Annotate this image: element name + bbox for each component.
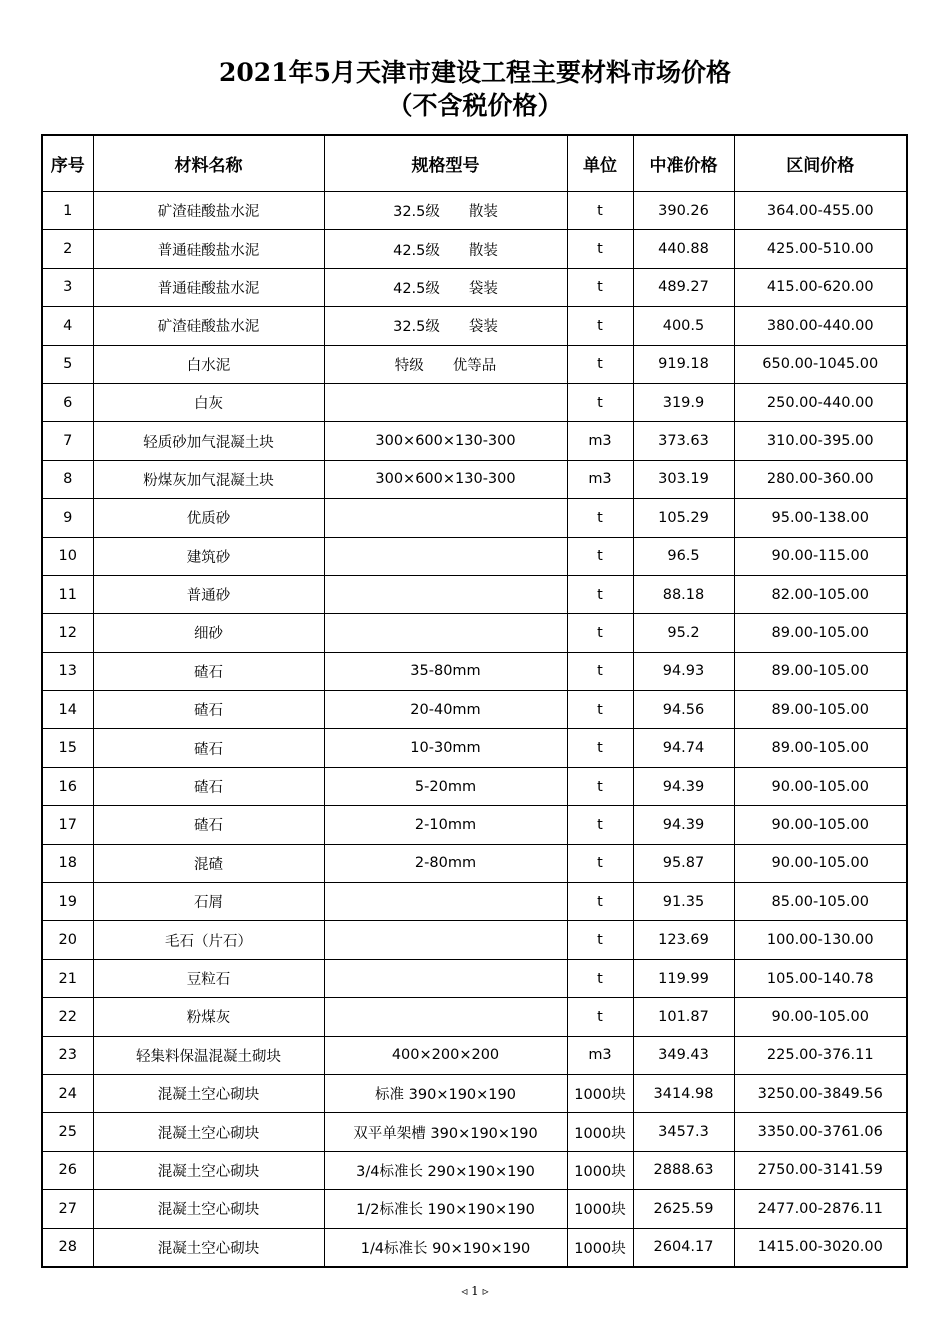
cell-no: 19 bbox=[42, 883, 93, 921]
cell-range: 280.00-360.00 bbox=[734, 460, 907, 498]
cell-no: 22 bbox=[42, 998, 93, 1036]
cell-range: 85.00-105.00 bbox=[734, 883, 907, 921]
cell-name: 粉煤灰 bbox=[93, 998, 324, 1036]
cell-unit: t bbox=[567, 383, 633, 421]
cell-range: 105.00-140.78 bbox=[734, 959, 907, 997]
cell-price: 88.18 bbox=[633, 575, 734, 613]
cell-price: 489.27 bbox=[633, 268, 734, 306]
cell-no: 28 bbox=[42, 1228, 93, 1267]
cell-unit: t bbox=[567, 192, 633, 230]
cell-unit: t bbox=[567, 921, 633, 959]
cell-price: 919.18 bbox=[633, 345, 734, 383]
cell-unit: 1000块 bbox=[567, 1074, 633, 1112]
cell-name: 轻集料保温混凝土砌块 bbox=[93, 1036, 324, 1074]
cell-range: 650.00-1045.00 bbox=[734, 345, 907, 383]
cell-name: 混凝土空心砌块 bbox=[93, 1113, 324, 1151]
table-row bbox=[42, 767, 907, 805]
cell-price: 303.19 bbox=[633, 460, 734, 498]
cell-spec bbox=[324, 921, 567, 959]
cell-range: 310.00-395.00 bbox=[734, 422, 907, 460]
table-row bbox=[42, 307, 907, 345]
table-row bbox=[42, 192, 907, 230]
table-row bbox=[42, 691, 907, 729]
table-row bbox=[42, 537, 907, 575]
cell-no: 16 bbox=[42, 767, 93, 805]
cell-no: 6 bbox=[42, 383, 93, 421]
cell-range: 90.00-115.00 bbox=[734, 537, 907, 575]
cell-unit: t bbox=[567, 729, 633, 767]
cell-range: 250.00-440.00 bbox=[734, 383, 907, 421]
cell-spec: 特级 优等品 bbox=[324, 345, 567, 383]
cell-price: 390.26 bbox=[633, 192, 734, 230]
cell-unit: t bbox=[567, 268, 633, 306]
cell-unit: t bbox=[567, 844, 633, 882]
document-subtitle: （不含税价格） bbox=[387, 91, 563, 120]
cell-unit: t bbox=[567, 998, 633, 1036]
cell-spec bbox=[324, 383, 567, 421]
cell-unit: t bbox=[567, 806, 633, 844]
cell-unit: t bbox=[567, 537, 633, 575]
table-row bbox=[42, 614, 907, 652]
table-row bbox=[42, 844, 907, 882]
cell-price: 119.99 bbox=[633, 959, 734, 997]
cell-name: 混凝土空心砌块 bbox=[93, 1190, 324, 1228]
cell-range: 82.00-105.00 bbox=[734, 575, 907, 613]
cell-range: 225.00-376.11 bbox=[734, 1036, 907, 1074]
cell-range: 2750.00-3141.59 bbox=[734, 1151, 907, 1189]
cell-unit: 1000块 bbox=[567, 1228, 633, 1267]
header-range: 区间价格 bbox=[734, 135, 907, 192]
cell-unit: t bbox=[567, 499, 633, 537]
cell-name: 矿渣硅酸盐水泥 bbox=[93, 192, 324, 230]
cell-range: 100.00-130.00 bbox=[734, 921, 907, 959]
cell-no: 23 bbox=[42, 1036, 93, 1074]
cell-name: 碴石 bbox=[93, 806, 324, 844]
cell-price: 3457.3 bbox=[633, 1113, 734, 1151]
cell-price: 319.9 bbox=[633, 383, 734, 421]
table-row bbox=[42, 230, 907, 268]
cell-name: 轻质砂加气混凝土块 bbox=[93, 422, 324, 460]
cell-unit: t bbox=[567, 883, 633, 921]
cell-unit: 1000块 bbox=[567, 1190, 633, 1228]
cell-range: 2477.00-2876.11 bbox=[734, 1190, 907, 1228]
cell-range: 415.00-620.00 bbox=[734, 268, 907, 306]
cell-spec: 1/4标准长 90×190×190 bbox=[324, 1228, 567, 1267]
cell-name: 粉煤灰加气混凝土块 bbox=[93, 460, 324, 498]
cell-name: 混凝土空心砌块 bbox=[93, 1074, 324, 1112]
cell-price: 373.63 bbox=[633, 422, 734, 460]
cell-spec bbox=[324, 499, 567, 537]
cell-unit: t bbox=[567, 959, 633, 997]
table-row bbox=[42, 921, 907, 959]
page-number: ◃ 1 ▹ bbox=[461, 1284, 489, 1298]
table-row bbox=[42, 1113, 907, 1151]
cell-unit: t bbox=[567, 691, 633, 729]
cell-no: 7 bbox=[42, 422, 93, 460]
cell-price: 95.2 bbox=[633, 614, 734, 652]
cell-range: 3250.00-3849.56 bbox=[734, 1074, 907, 1112]
cell-name: 普通硅酸盐水泥 bbox=[93, 230, 324, 268]
cell-spec: 42.5级 散装 bbox=[324, 230, 567, 268]
cell-price: 3414.98 bbox=[633, 1074, 734, 1112]
table-row bbox=[42, 1151, 907, 1189]
table-row bbox=[42, 345, 907, 383]
document-title: 2021年5月天津市建设工程主要材料市场价格 bbox=[219, 58, 731, 87]
header-name: 材料名称 bbox=[93, 135, 324, 192]
cell-name: 碴石 bbox=[93, 691, 324, 729]
cell-range: 90.00-105.00 bbox=[734, 844, 907, 882]
cell-name: 普通砂 bbox=[93, 575, 324, 613]
cell-no: 25 bbox=[42, 1113, 93, 1151]
cell-unit: t bbox=[567, 345, 633, 383]
cell-price: 2604.17 bbox=[633, 1228, 734, 1267]
cell-no: 12 bbox=[42, 614, 93, 652]
cell-name: 混凝土空心砌块 bbox=[93, 1228, 324, 1267]
cell-range: 95.00-138.00 bbox=[734, 499, 907, 537]
cell-range: 90.00-105.00 bbox=[734, 806, 907, 844]
cell-price: 94.93 bbox=[633, 652, 734, 690]
cell-spec: 300×600×130-300 bbox=[324, 422, 567, 460]
table-row bbox=[42, 499, 907, 537]
cell-no: 18 bbox=[42, 844, 93, 882]
table-row bbox=[42, 1228, 907, 1267]
cell-no: 26 bbox=[42, 1151, 93, 1189]
cell-name: 混凝土空心砌块 bbox=[93, 1151, 324, 1189]
cell-spec bbox=[324, 575, 567, 613]
cell-spec: 10-30mm bbox=[324, 729, 567, 767]
table-row bbox=[42, 460, 907, 498]
cell-no: 4 bbox=[42, 307, 93, 345]
cell-range: 364.00-455.00 bbox=[734, 192, 907, 230]
cell-name: 碴石 bbox=[93, 652, 324, 690]
cell-spec: 32.5级 袋装 bbox=[324, 307, 567, 345]
cell-spec: 3/4标准长 290×190×190 bbox=[324, 1151, 567, 1189]
cell-range: 380.00-440.00 bbox=[734, 307, 907, 345]
table-row bbox=[42, 806, 907, 844]
cell-range: 425.00-510.00 bbox=[734, 230, 907, 268]
cell-no: 21 bbox=[42, 959, 93, 997]
table-body bbox=[42, 192, 907, 1267]
table-row bbox=[42, 883, 907, 921]
cell-range: 90.00-105.00 bbox=[734, 998, 907, 1036]
cell-range: 89.00-105.00 bbox=[734, 729, 907, 767]
cell-name: 混碴 bbox=[93, 844, 324, 882]
cell-spec bbox=[324, 537, 567, 575]
cell-spec bbox=[324, 959, 567, 997]
cell-spec: 20-40mm bbox=[324, 691, 567, 729]
table-row bbox=[42, 383, 907, 421]
cell-price: 94.74 bbox=[633, 729, 734, 767]
cell-unit: t bbox=[567, 307, 633, 345]
cell-price: 94.39 bbox=[633, 806, 734, 844]
cell-spec: 标准 390×190×190 bbox=[324, 1074, 567, 1112]
price-table bbox=[41, 134, 908, 1268]
header-no: 序号 bbox=[42, 135, 93, 192]
table-row bbox=[42, 422, 907, 460]
cell-name: 细砂 bbox=[93, 614, 324, 652]
cell-spec: 42.5级 袋装 bbox=[324, 268, 567, 306]
cell-range: 89.00-105.00 bbox=[734, 652, 907, 690]
cell-no: 8 bbox=[42, 460, 93, 498]
cell-no: 14 bbox=[42, 691, 93, 729]
cell-no: 2 bbox=[42, 230, 93, 268]
cell-no: 11 bbox=[42, 575, 93, 613]
cell-name: 豆粒石 bbox=[93, 959, 324, 997]
cell-price: 2888.63 bbox=[633, 1151, 734, 1189]
cell-spec: 32.5级 散装 bbox=[324, 192, 567, 230]
header-price: 中准价格 bbox=[633, 135, 734, 192]
cell-no: 15 bbox=[42, 729, 93, 767]
cell-no: 9 bbox=[42, 499, 93, 537]
cell-spec: 双平单架槽 390×190×190 bbox=[324, 1113, 567, 1151]
cell-spec: 400×200×200 bbox=[324, 1036, 567, 1074]
header-spec: 规格型号 bbox=[324, 135, 567, 192]
cell-unit: t bbox=[567, 230, 633, 268]
table-row bbox=[42, 1036, 907, 1074]
header-unit: 单位 bbox=[567, 135, 633, 192]
table-row bbox=[42, 959, 907, 997]
cell-spec: 1/2标准长 190×190×190 bbox=[324, 1190, 567, 1228]
cell-no: 13 bbox=[42, 652, 93, 690]
cell-price: 95.87 bbox=[633, 844, 734, 882]
cell-spec: 300×600×130-300 bbox=[324, 460, 567, 498]
table-row bbox=[42, 652, 907, 690]
cell-spec bbox=[324, 883, 567, 921]
cell-name: 碴石 bbox=[93, 729, 324, 767]
cell-no: 17 bbox=[42, 806, 93, 844]
cell-unit: m3 bbox=[567, 460, 633, 498]
table-row bbox=[42, 998, 907, 1036]
cell-range: 90.00-105.00 bbox=[734, 767, 907, 805]
cell-name: 优质砂 bbox=[93, 499, 324, 537]
cell-no: 27 bbox=[42, 1190, 93, 1228]
cell-no: 3 bbox=[42, 268, 93, 306]
cell-unit: t bbox=[567, 652, 633, 690]
cell-unit: t bbox=[567, 575, 633, 613]
cell-name: 建筑砂 bbox=[93, 537, 324, 575]
cell-price: 94.39 bbox=[633, 767, 734, 805]
cell-unit: 1000块 bbox=[567, 1113, 633, 1151]
cell-no: 24 bbox=[42, 1074, 93, 1112]
cell-range: 1415.00-3020.00 bbox=[734, 1228, 907, 1267]
cell-name: 矿渣硅酸盐水泥 bbox=[93, 307, 324, 345]
cell-no: 20 bbox=[42, 921, 93, 959]
cell-range: 89.00-105.00 bbox=[734, 691, 907, 729]
table-row bbox=[42, 268, 907, 306]
cell-unit: t bbox=[567, 614, 633, 652]
cell-spec: 35-80mm bbox=[324, 652, 567, 690]
cell-price: 91.35 bbox=[633, 883, 734, 921]
cell-unit: t bbox=[567, 767, 633, 805]
cell-no: 5 bbox=[42, 345, 93, 383]
cell-name: 毛石（片石） bbox=[93, 921, 324, 959]
cell-price: 2625.59 bbox=[633, 1190, 734, 1228]
cell-price: 400.5 bbox=[633, 307, 734, 345]
cell-price: 440.88 bbox=[633, 230, 734, 268]
cell-price: 123.69 bbox=[633, 921, 734, 959]
cell-spec: 5-20mm bbox=[324, 767, 567, 805]
cell-range: 89.00-105.00 bbox=[734, 614, 907, 652]
cell-range: 3350.00-3761.06 bbox=[734, 1113, 907, 1151]
cell-no: 10 bbox=[42, 537, 93, 575]
cell-price: 105.29 bbox=[633, 499, 734, 537]
cell-unit: m3 bbox=[567, 1036, 633, 1074]
cell-unit: 1000块 bbox=[567, 1151, 633, 1189]
cell-no: 1 bbox=[42, 192, 93, 230]
table-row bbox=[42, 729, 907, 767]
cell-price: 101.87 bbox=[633, 998, 734, 1036]
cell-name: 碴石 bbox=[93, 767, 324, 805]
cell-price: 349.43 bbox=[633, 1036, 734, 1074]
cell-unit: m3 bbox=[567, 422, 633, 460]
cell-name: 石屑 bbox=[93, 883, 324, 921]
cell-price: 96.5 bbox=[633, 537, 734, 575]
cell-spec: 2-80mm bbox=[324, 844, 567, 882]
cell-name: 普通硅酸盐水泥 bbox=[93, 268, 324, 306]
cell-name: 白灰 bbox=[93, 383, 324, 421]
cell-spec bbox=[324, 998, 567, 1036]
cell-name: 白水泥 bbox=[93, 345, 324, 383]
cell-spec: 2-10mm bbox=[324, 806, 567, 844]
cell-spec bbox=[324, 614, 567, 652]
table-row bbox=[42, 575, 907, 613]
cell-price: 94.56 bbox=[633, 691, 734, 729]
table-row bbox=[42, 1190, 907, 1228]
table-row bbox=[42, 1074, 907, 1112]
table-header-row bbox=[42, 135, 907, 192]
